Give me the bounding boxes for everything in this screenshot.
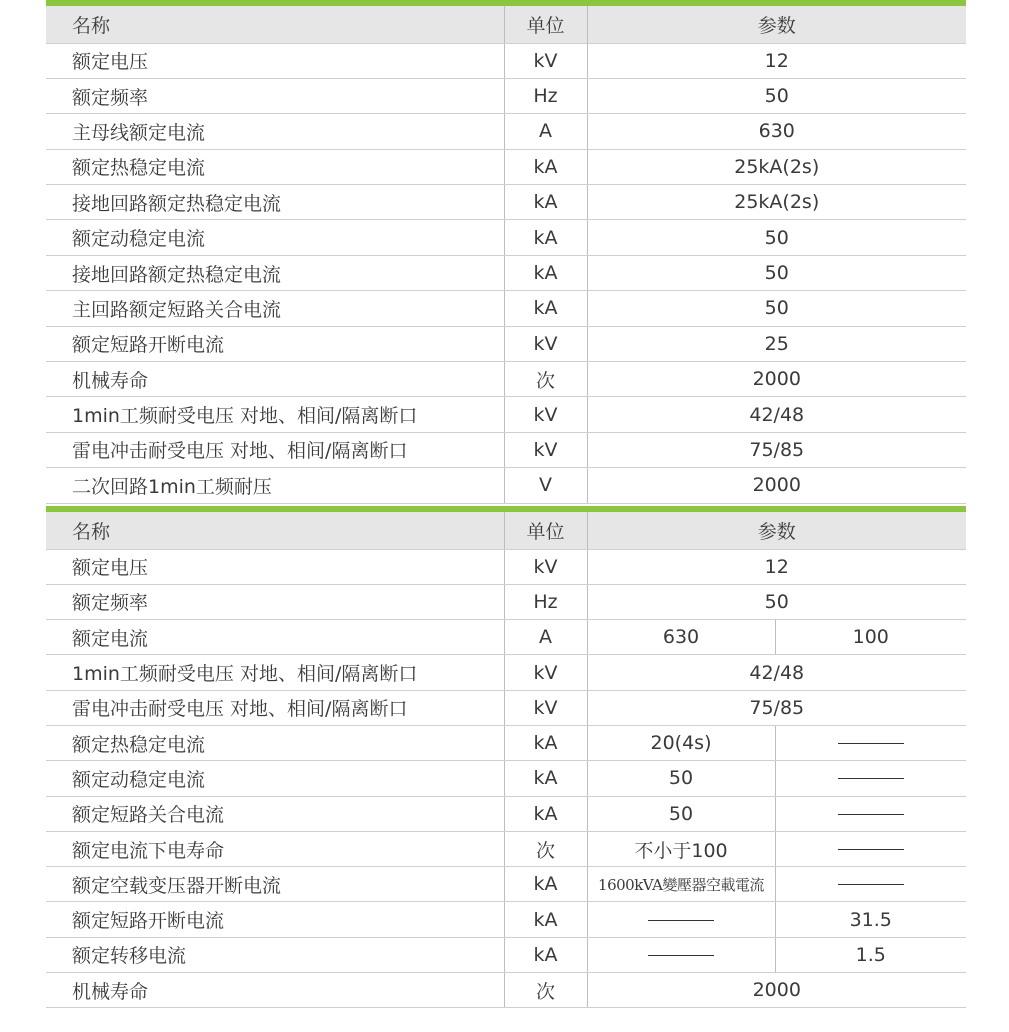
row-value: 50: [587, 255, 966, 290]
empty-dash: [587, 902, 775, 937]
row-unit: kA: [504, 761, 587, 796]
row-unit: Hz: [504, 78, 587, 113]
parameters-table-2: [46, 506, 966, 1008]
row-value-1: 50: [587, 761, 775, 796]
row-value: 42/48: [587, 397, 966, 432]
row-value-2: 1.5: [775, 937, 966, 972]
header-unit: 单位: [504, 512, 587, 549]
row-value: 50: [587, 291, 966, 326]
row-value: 75/85: [587, 432, 966, 467]
row-value-1: 不小于100: [587, 831, 775, 866]
table-row: [46, 220, 966, 255]
dash-line: [648, 920, 714, 921]
row-value-2: 31.5: [775, 902, 966, 937]
row-value-1: 630: [587, 620, 775, 655]
row-unit: kV: [504, 655, 587, 690]
row-name: 额定空载变压器开断电流: [46, 867, 504, 902]
table-row: [46, 397, 966, 432]
table-row: [46, 185, 966, 220]
row-unit: kV: [504, 549, 587, 584]
empty-dash: [775, 831, 966, 866]
row-value: 12: [587, 549, 966, 584]
header-name: 名称: [46, 512, 504, 549]
header-unit: 单位: [504, 6, 587, 43]
row-name: 机械寿命: [46, 362, 504, 397]
row-unit: kA: [504, 725, 587, 760]
table-row: [46, 326, 966, 361]
row-name: 接地回路额定热稳定电流: [46, 185, 504, 220]
row-name: 机械寿命: [46, 973, 504, 1008]
row-name: 额定电压: [46, 549, 504, 584]
table-row: [46, 149, 966, 184]
table-row: [46, 690, 966, 725]
dash-line: [838, 884, 904, 885]
row-unit: 次: [504, 973, 587, 1008]
dash-line: [648, 955, 714, 956]
dash-line: [838, 814, 904, 815]
row-unit: kA: [504, 867, 587, 902]
table-row: [46, 432, 966, 467]
row-unit: kA: [504, 796, 587, 831]
row-name: 1min工频耐受电压 对地、相间/隔离断口: [46, 655, 504, 690]
row-name: 额定短路关合电流: [46, 796, 504, 831]
row-value: 42/48: [587, 655, 966, 690]
row-unit: V: [504, 468, 587, 503]
row-name: 1min工频耐受电压 对地、相间/隔离断口: [46, 397, 504, 432]
row-unit: A: [504, 620, 587, 655]
row-value: 25kA(2s): [587, 149, 966, 184]
table-row: [46, 584, 966, 619]
row-name: 额定短路开断电流: [46, 326, 504, 361]
header-value: 参数: [587, 512, 966, 549]
table-row: [46, 78, 966, 113]
row-unit: kA: [504, 185, 587, 220]
table-row: [46, 867, 966, 902]
row-name: 额定热稳定电流: [46, 149, 504, 184]
table-row: [46, 973, 966, 1008]
row-unit: kV: [504, 690, 587, 725]
row-name: 额定电流下电寿命: [46, 831, 504, 866]
row-unit: kA: [504, 291, 587, 326]
row-value: 50: [587, 584, 966, 619]
row-value-1: 50: [587, 796, 775, 831]
row-value-1: 1600kVA變壓器空載電流: [587, 867, 775, 902]
row-name: 接地回路额定热稳定电流: [46, 255, 504, 290]
table-row: [46, 43, 966, 78]
row-name: 二次回路1min工频耐压: [46, 468, 504, 503]
row-name: 额定热稳定电流: [46, 725, 504, 760]
row-unit: kA: [504, 255, 587, 290]
table-row: [46, 468, 966, 503]
empty-dash: [587, 937, 775, 972]
row-name: 雷电冲击耐受电压 对地、相间/隔离断口: [46, 432, 504, 467]
row-name: 额定频率: [46, 78, 504, 113]
row-value: 50: [587, 78, 966, 113]
row-unit: kV: [504, 43, 587, 78]
row-name: 主回路额定短路关合电流: [46, 291, 504, 326]
header-row: [46, 6, 966, 43]
table-row: [46, 549, 966, 584]
parameters-table-1: [46, 0, 966, 504]
table-row: [46, 761, 966, 796]
row-name: 额定动稳定电流: [46, 761, 504, 796]
dash-line: [838, 778, 904, 779]
header-row: [46, 512, 966, 549]
row-name: 雷电冲击耐受电压 对地、相间/隔离断口: [46, 690, 504, 725]
table-2-grid: [46, 512, 966, 1008]
row-unit: 次: [504, 831, 587, 866]
row-name: 额定转移电流: [46, 937, 504, 972]
table-row: [46, 725, 966, 760]
row-value: 630: [587, 114, 966, 149]
header-name: 名称: [46, 6, 504, 43]
empty-dash: [775, 867, 966, 902]
table-row: [46, 620, 966, 655]
row-value: 25kA(2s): [587, 185, 966, 220]
table-row: [46, 291, 966, 326]
table-row: [46, 114, 966, 149]
row-unit: kA: [504, 902, 587, 937]
dash-line: [838, 849, 904, 850]
row-unit: kV: [504, 326, 587, 361]
empty-dash: [775, 796, 966, 831]
row-value: 2000: [587, 362, 966, 397]
row-name: 额定频率: [46, 584, 504, 619]
row-value-2: 100: [775, 620, 966, 655]
row-name: 额定动稳定电流: [46, 220, 504, 255]
row-unit: kV: [504, 432, 587, 467]
empty-dash: [775, 725, 966, 760]
row-unit: kA: [504, 149, 587, 184]
header-value: 参数: [587, 6, 966, 43]
dash-line: [838, 743, 904, 744]
table-row: [46, 937, 966, 972]
row-name: 主母线额定电流: [46, 114, 504, 149]
row-value-1: 20(4s): [587, 725, 775, 760]
row-unit: 次: [504, 362, 587, 397]
table-row: [46, 655, 966, 690]
table-row: [46, 902, 966, 937]
row-unit: A: [504, 114, 587, 149]
row-value: 12: [587, 43, 966, 78]
row-value: 2000: [587, 468, 966, 503]
row-name: 额定电压: [46, 43, 504, 78]
row-name: 额定短路开断电流: [46, 902, 504, 937]
row-value: 75/85: [587, 690, 966, 725]
table-row: [46, 362, 966, 397]
row-value: 25: [587, 326, 966, 361]
row-value: 2000: [587, 973, 966, 1008]
table-1-grid: [46, 6, 966, 504]
empty-dash: [775, 761, 966, 796]
row-unit: Hz: [504, 584, 587, 619]
row-unit: kA: [504, 937, 587, 972]
row-name: 额定电流: [46, 620, 504, 655]
table-row: [46, 796, 966, 831]
row-unit: kA: [504, 220, 587, 255]
table-row: [46, 255, 966, 290]
row-value: 50: [587, 220, 966, 255]
table-row: [46, 831, 966, 866]
row-unit: kV: [504, 397, 587, 432]
